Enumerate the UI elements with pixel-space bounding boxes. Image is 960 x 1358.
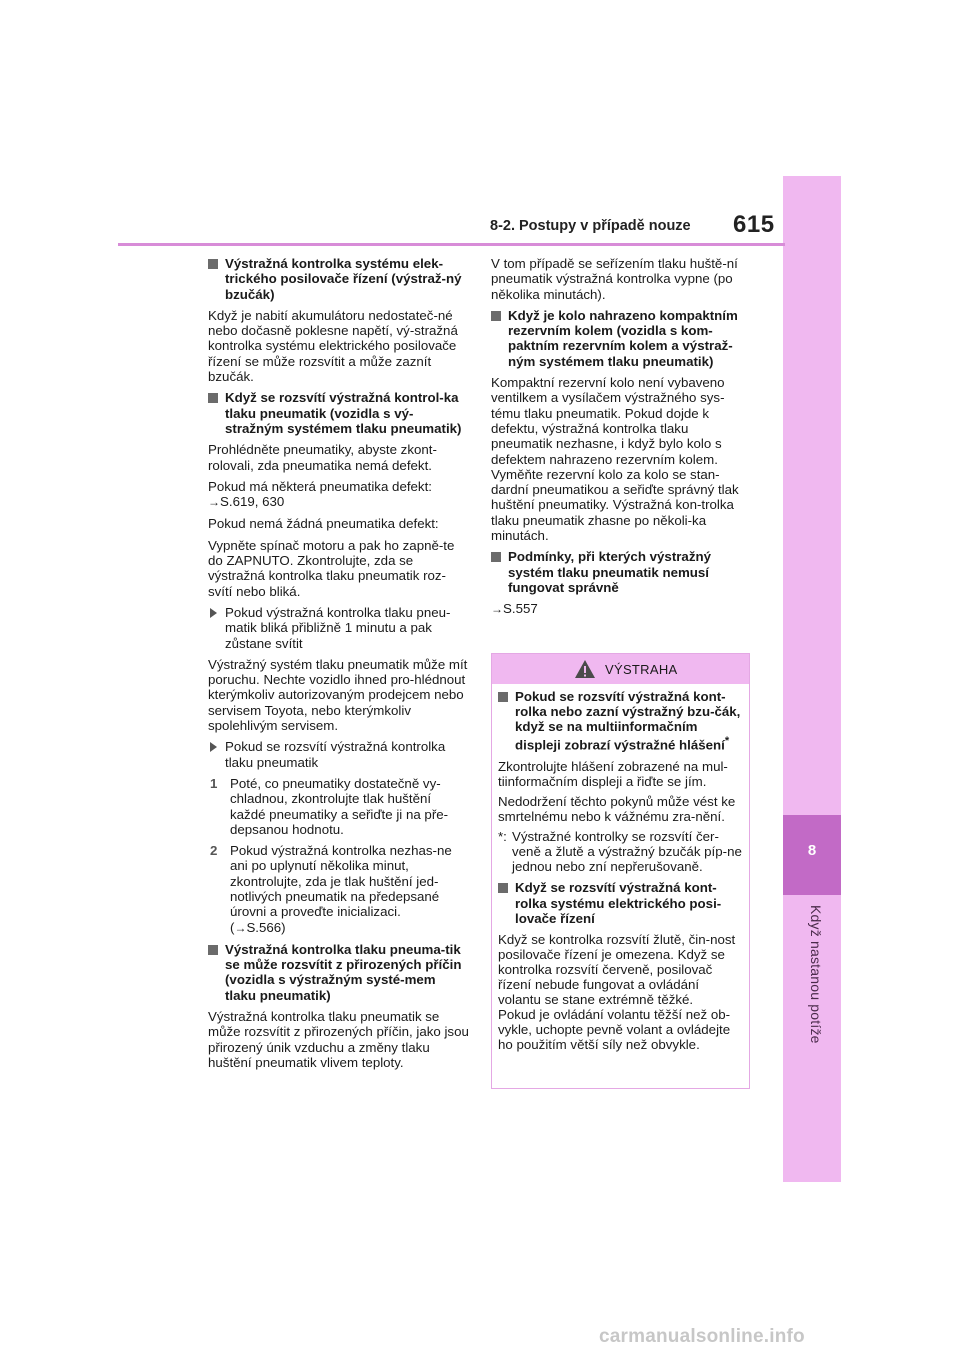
square-bullet-icon bbox=[208, 393, 218, 403]
arrow-right-icon: → bbox=[491, 602, 503, 617]
paragraph: Prohlédněte pneumatiky, abyste zkont-rolovali, zda pneumatika nemá defekt. bbox=[208, 442, 437, 473]
footnote-mark: *: bbox=[498, 829, 507, 845]
section-heading bbox=[208, 942, 470, 1003]
heading-text: Podmínky, při kterých výstražný systém tlaku pneumatik nemusí fungovat správně bbox=[508, 549, 711, 595]
section-heading bbox=[208, 256, 470, 302]
heading-text: Když je kolo nahrazeno kompaktním rezervním kolem (vozidla s kom-paktním rezervním kolem a výstraž-ným systémem tlaku pneumatik) bbox=[508, 307, 738, 369]
step-number: 2 bbox=[210, 843, 218, 859]
paragraph: Výstražná kontrolka tlaku pneumatik se může rozsvítit z přirozených příčin, jako jsou přirozený únik vzduchu a změny tlaku huštění pneumatik vlivem teploty. bbox=[208, 1009, 469, 1070]
arrow-right-icon: → bbox=[208, 495, 220, 510]
arrow-bullet-item bbox=[208, 739, 470, 770]
paragraph-text: Pokud má některá pneumatika defekt: bbox=[208, 478, 432, 494]
page-number: 615 bbox=[733, 211, 775, 238]
paragraph bbox=[491, 601, 753, 617]
step-number: 1 bbox=[210, 775, 218, 791]
warning-box bbox=[491, 653, 750, 1089]
bullet-text: Pokud se rozsvítí výstražná kontrolka tlaku pneumatik bbox=[225, 739, 446, 770]
warning-body bbox=[492, 684, 749, 1052]
square-bullet-icon bbox=[498, 692, 508, 702]
triangle-bullet-icon bbox=[210, 742, 217, 752]
bullet-text: Pokud výstražná kontrolka tlaku pneu-matik bliká přibližně 1 minutu a pak zůstane svítit bbox=[225, 604, 451, 651]
triangle-bullet-icon bbox=[210, 608, 217, 618]
footnote bbox=[498, 829, 744, 874]
section-heading bbox=[498, 689, 744, 753]
section-heading bbox=[491, 308, 753, 369]
paragraph: Zkontrolujte hlášení zobrazené na mul-tiinformačním displeji a řiďte se jím. bbox=[498, 758, 728, 789]
step-item bbox=[208, 776, 470, 837]
paragraph: Nedodržení těchto pokynů může vést ke smrtelnému nebo k vážnému zra-nění. bbox=[498, 793, 736, 825]
arrow-bullet-item bbox=[208, 605, 470, 651]
square-bullet-icon bbox=[208, 259, 218, 269]
square-bullet-icon bbox=[491, 552, 501, 562]
section-heading bbox=[208, 390, 470, 436]
square-bullet-icon bbox=[208, 945, 218, 955]
paragraph: Když se kontrolka rozsvítí žlutě, čin-nost posilovače řízení je omezena. Když se kontrolka rozsvítí červeně, posilovač řízení nebude fungovat a ovládání volantu se stane extrémně těžké. bbox=[498, 931, 736, 1008]
chapter-title: Když nastanou potíže bbox=[808, 905, 824, 1044]
heading-text: Výstražná kontrolka systému elek-trického posilovače řízení (výstraž-ný bzučák) bbox=[225, 256, 462, 302]
section-heading bbox=[498, 880, 744, 925]
square-bullet-icon bbox=[491, 311, 501, 321]
footnote-star: * bbox=[724, 735, 730, 748]
paragraph: Pokud nemá žádná pneumatika defekt: bbox=[208, 516, 439, 532]
heading-text: Když se rozsvítí výstražná kont-rolka systému elektrického posi-lovače řízení bbox=[515, 880, 722, 926]
watermark: carmanualsonline.info bbox=[599, 1326, 805, 1347]
right-column bbox=[491, 256, 753, 624]
paragraph: Vypněte spínač motoru a pak ho zapně-te do ZAPNUTO. Zkontrolujte, zda se výstražná kontrolka tlaku pneumatik roz-svítí nebo bliká. bbox=[208, 537, 455, 599]
paragraph: Výstražný systém tlaku pneumatik může mít poruchu. Nechte vozidlo ihned pro-hlédnout kterýmkoliv autorizovaným prodejcem nebo servisem Toyota, nebo kterýmkoliv spolehlivým servisem. bbox=[208, 656, 468, 734]
warning-triangle-icon bbox=[574, 659, 596, 679]
left-column bbox=[208, 256, 470, 1076]
step-text: Poté, co pneumatiky dostatečně vy-chladnou, zkontrolujte tlak huštění každé pneumatiky a seřiďte ji na pře-depsanou hodnotu. bbox=[230, 775, 449, 837]
step-item: 2 Pokud výstražná kontrolka nezhas-ne ani po uplynutí několika minut, zkontrolujte, zda je tlak huštění jed-notlivých pneumatik na předepsané úrovni a proveďte inicializaci. (→S.566) bbox=[210, 843, 452, 935]
section-title: 8-2. Postupy v případě nouze bbox=[490, 218, 691, 234]
square-bullet-icon bbox=[498, 883, 508, 893]
paragraph: V tom případě se seřízením tlaku huště-ní pneumatik výstražná kontrolka vypne (po několika minutách). bbox=[491, 256, 738, 302]
paragraph: Kompaktní rezervní kolo není vybaveno ventilkem a vysílačem výstražného sys-tému tlaku pneumatik. Pokud dojde k defektu, výstražná kontrolka tlaku pneumatik nezhasne, i když bylo kolo s defektem nahrazeno rezervním kolem. Vyměňte rezervní kolo za kolo se stan-dardní pneumatikou a seřiďte správný tlak huštění pneumatiky. Výstražná kon-trolka tlaku pneumatik zhasne po několi-ka minutách. bbox=[491, 375, 739, 544]
heading-text: Pokud se rozsvítí výstražná kont-rolka nebo zazní výstražný bzu-čák, když se na multiinformačním displeji zobrazí výstražné hlášení bbox=[515, 689, 741, 753]
paragraph: Pokud je ovládání volantu těžší než ob-vykle, uchopte pevně volant a ovládejte ho použitím větší síly než obvykle. bbox=[498, 1007, 731, 1053]
header-rule bbox=[118, 243, 785, 246]
chapter-number: 8 bbox=[807, 842, 817, 859]
footnote-text: Výstražné kontrolky se rozsvítí čer-veně a žlutě a výstražný bzučák píp-ne jednou nebo zní nepřerušovaně. bbox=[512, 829, 742, 875]
paragraph bbox=[208, 479, 470, 511]
heading-text: Když se rozsvítí výstražná kontrol-ka tlaku pneumatik (vozidla s vý-stražným systémem tlaku pneumatik) bbox=[225, 390, 462, 436]
page-reference[interactable]: S.566) bbox=[246, 919, 286, 935]
warning-title: VÝSTRAHA bbox=[605, 662, 678, 677]
step-text: Pokud výstražná kontrolka nezhas-ne ani po uplynutí několika minut, zkontrolujte, zda je tlak huštění jed-notlivých pneumatik na předepsané úrovni a proveďte inicializaci. bbox=[230, 843, 452, 920]
section-heading bbox=[491, 549, 753, 595]
page-reference[interactable]: S.619, 630 bbox=[220, 494, 285, 510]
arrow-right-icon: → bbox=[234, 920, 247, 935]
paragraph: Když je nabití akumulátoru nedostateč-né nebo dočasně poklesne napětí, vý-stražná kontrolka systému elektrického posilovače řízení se může rozsvítit a může zaznít bzučák. bbox=[208, 307, 458, 385]
page-reference[interactable]: S.557 bbox=[503, 601, 538, 617]
heading-text: Výstražná kontrolka tlaku pneuma-tik se může rozsvítit z přirozených příčin (vozidla s výstražným systé-mem tlaku pneumatik) bbox=[225, 941, 462, 1003]
warning-header bbox=[492, 654, 749, 684]
